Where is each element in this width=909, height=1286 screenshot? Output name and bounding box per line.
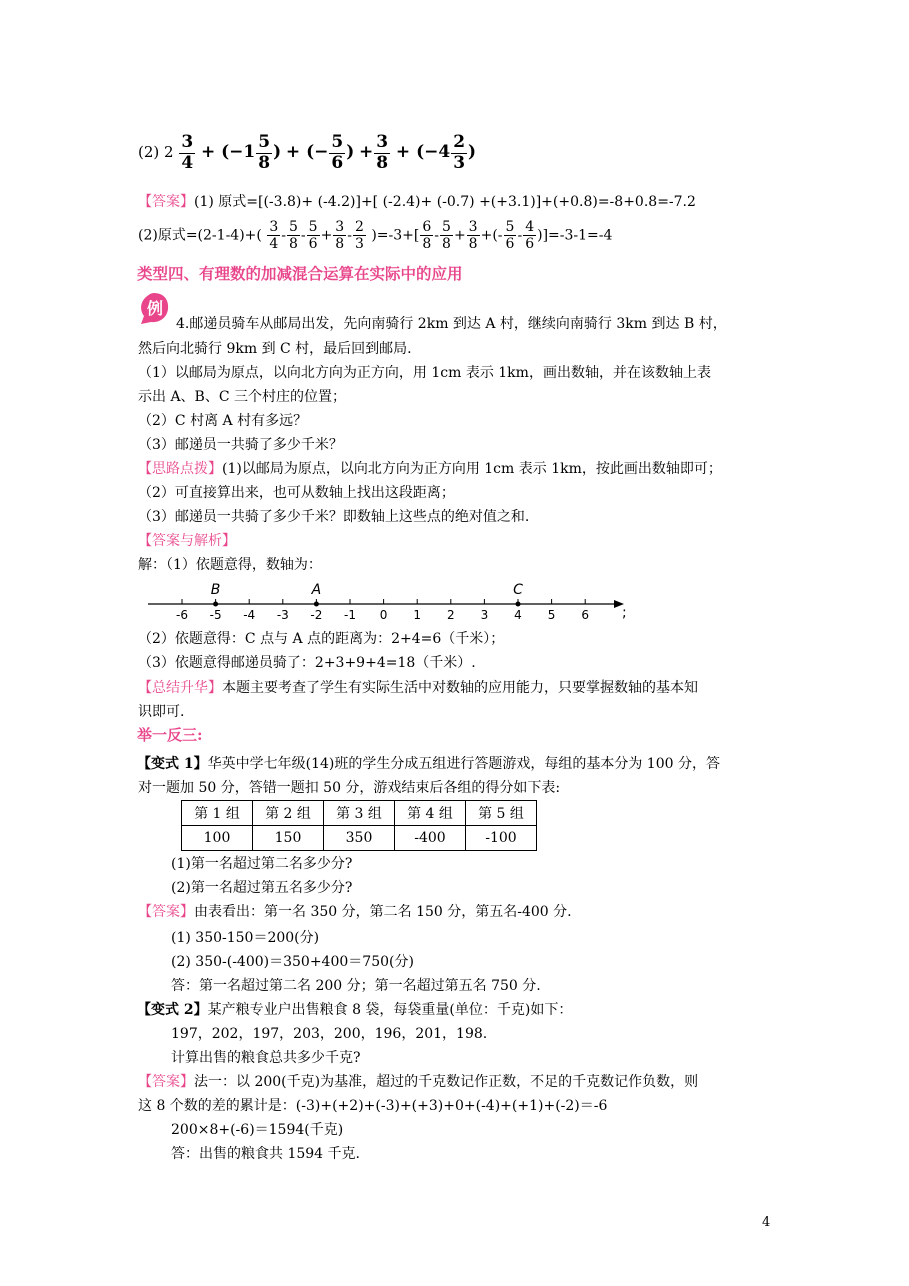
tick-label: 1 <box>413 608 422 622</box>
summary-line-1 <box>138 681 698 695</box>
operator: - <box>300 227 306 244</box>
problem-line-2: 然后向北骑行 9km 到 C 村，最后回到邮局. <box>138 341 412 357</box>
page-number: 4 <box>762 1215 771 1230</box>
operator: + (− <box>285 142 329 163</box>
answer-2-line: (2)原式=(2-1-4)+( $\frac{3}{4}$ - $\frac{5}{8}$ - $\frac{5}{6}$ + $\frac{3}{8}$ - $\frac{2}{3}$ )=-3+[ $\frac{6}{8}$ - $\frac{5}{8}$ + $\frac{3}{8}$ +(- $\frac{5}{6}$ - $\frac{4}{6}$ )]=-3-1=-4 <box>138 219 613 253</box>
fraction: $\frac{5}{8}$ <box>288 219 298 253</box>
variant-1-line-1 <box>137 757 720 771</box>
variant-1-answer-line-3: (2) 350-(-400)＝350+400＝750(分) <box>171 954 414 970</box>
operator: - <box>434 227 440 244</box>
point-marker <box>516 602 521 607</box>
tick-label: 6 <box>581 608 590 622</box>
variant-2-answer-line-4: 答：出售的粮食共 1594 千克. <box>171 1146 360 1162</box>
fraction: $\frac{3}{4}$ <box>181 132 194 173</box>
variant-2-line-3: 计算出售的粮食总共多少千克? <box>171 1050 361 1066</box>
table-header-cell: 第 3 组 <box>324 801 395 826</box>
table-header-cell: 第 1 组 <box>182 801 253 826</box>
answer-1-text: (1) 原式=[(-3.8)+ (-4.2)]+[ (-2.4)+ (-0.7) +(+3.1)]+(+0.8)=-8+0.8=-7.2 <box>194 194 696 210</box>
summary-tag: 【总结升华】 <box>138 680 222 696</box>
problem-line-1: 4.邮递员骑车从邮局出发，先向南骑行 2km 到达 A 村，继续向南骑行 3km 到达 B 村， <box>176 316 727 332</box>
operator: + <box>453 227 466 244</box>
expression-2 <box>138 133 476 173</box>
variant-2-answer-line-2: 这 8 个数的差的累计是：(-3)+(+2)+(-3)+(+3)+0+(-4)+(+1)+(-2)＝-6 <box>138 1098 608 1114</box>
expr-label: (2) 2 <box>138 143 174 162</box>
operator: ) <box>346 142 355 163</box>
hint-tag: 【思路点拨】 <box>138 461 222 477</box>
example-badge-label: 例 <box>147 299 164 318</box>
point-label: B <box>210 582 221 598</box>
variant-2-line-2: 197，202，197，203，200，196，201，198. <box>171 1026 488 1042</box>
tick-label: 5 <box>547 608 556 622</box>
table-header-cell: 第 4 组 <box>395 801 466 826</box>
answer-2-suffix: )]=-3-1=-4 <box>537 227 613 244</box>
problem-q1b: 示出 A、B、C 三个村庄的位置； <box>138 389 347 405</box>
practice-title: 举一反三: <box>137 726 203 744</box>
score-table <box>181 800 537 851</box>
variant-1-answer-line-4: 答：第一名超过第二名 200 分；第一名超过第五名 750 分. <box>171 978 541 994</box>
operator: + <box>359 142 374 163</box>
fraction: $\frac{5}{6}$ <box>331 132 344 173</box>
answer-2-mid: )=-3+[ <box>371 227 420 244</box>
fraction: $\frac{5}{8}$ <box>258 132 271 173</box>
point-label: A <box>311 582 322 598</box>
variant-1-q2: (2)第一名超过第五名多少分? <box>171 880 353 896</box>
fraction: $\frac{3}{8}$ <box>376 132 389 173</box>
tick-label: -6 <box>176 608 188 622</box>
variant-2-answer-line-3: 200×8+(-6)＝1594(千克) <box>171 1122 344 1138</box>
point-label: C <box>513 582 523 598</box>
operator: ) <box>468 142 477 163</box>
fraction: $\frac{3}{8}$ <box>468 219 478 253</box>
table-cell: -400 <box>395 826 466 851</box>
number-line <box>140 577 640 627</box>
fraction: $\frac{2}{3}$ <box>453 132 466 173</box>
fraction: $\frac{3}{8}$ <box>335 219 345 253</box>
variant-1-answer-line-2: (1) 350-150＝200(分) <box>171 930 320 946</box>
fraction: $\frac{5}{6}$ <box>505 219 515 253</box>
operator: + (−4 <box>395 142 451 163</box>
table-header-cell: 第 5 组 <box>466 801 537 826</box>
point-marker <box>213 602 218 607</box>
tick-label: 2 <box>446 608 455 622</box>
solution-line-3: （3）依题意得邮递员骑了：2+3+9+4=18（千米）. <box>138 655 476 671</box>
table-header-cell: 第 2 组 <box>253 801 324 826</box>
table-cell: 150 <box>253 826 324 851</box>
variant-2-answer-text: 法一：以 200(千克)为基准，超过的千克数记作正数，不足的千克数记作负数，则 <box>194 1074 699 1090</box>
answer-1-line <box>138 195 696 209</box>
operator: - <box>347 227 352 244</box>
table-row <box>182 826 537 851</box>
answer-2-mid2: +(- <box>480 227 503 244</box>
tick-label: 0 <box>379 608 388 622</box>
solution-line-2: （2）依题意得：C 点与 A 点的距离为：2+4=6（千米）； <box>138 631 505 647</box>
variant-1-answer-text: 由表看出：第一名 350 分，第二名 150 分，第五名-400 分. <box>194 904 572 920</box>
problem-q3: （3）邮递员一共骑了多少千米？ <box>138 437 343 453</box>
tick-label: -4 <box>243 608 256 622</box>
solution-line-1: 解：（1）依题意得，数轴为： <box>138 557 322 573</box>
variant-2-line-1 <box>137 1003 572 1017</box>
answer-tag: 【答案】 <box>138 194 194 210</box>
fraction: $\frac{5}{6}$ <box>308 219 318 253</box>
table-header-row <box>182 801 537 826</box>
variant-2-tag: 【变式 2】 <box>137 1002 208 1018</box>
point-marker <box>314 602 319 607</box>
fraction: $\frac{4}{6}$ <box>525 219 535 253</box>
hint-line-1 <box>138 462 722 476</box>
table-cell: -100 <box>466 826 537 851</box>
variant-1-q1: (1)第一名超过第二名多少分? <box>171 856 353 872</box>
fraction: $\frac{3}{4}$ <box>269 219 279 253</box>
section-title: 类型四、有理数的加减混合运算在实际中的应用 <box>137 264 463 283</box>
problem-q1a: （1）以邮局为原点，以向北方向为正方向，用 1cm 表示 1km，画出数轴，并在该数轴上表 <box>138 365 711 381</box>
summary-line-2: 识即可. <box>138 704 185 720</box>
tick-label: -1 <box>344 608 356 622</box>
variant-1-text-1: 华英中学七年级(14)班的学生分成五组进行答题游戏，每组的基本分为 100 分，答 <box>207 756 720 772</box>
analysis-tag: 【答案与解析】 <box>138 533 236 549</box>
table-cell: 100 <box>182 826 253 851</box>
problem-q2: （2）C 村离 A 村有多远？ <box>138 413 308 429</box>
tick-label: 3 <box>480 608 489 622</box>
example-badge-icon <box>137 291 171 325</box>
operator: - <box>281 227 286 244</box>
variant-1-answer-line-1 <box>138 905 572 919</box>
tick-label: -5 <box>209 608 222 622</box>
tick-label: -2 <box>310 608 323 622</box>
hint-text-1: (1)以邮局为原点，以向北方向为正方向用 1cm 表示 1km，按此画出数轴即可； <box>222 461 722 477</box>
answer-2-prefix: (2)原式=(2-1-4)+( <box>138 227 262 244</box>
variant-2-answer-line-1 <box>138 1075 698 1089</box>
variant-1-tag: 【变式 1】 <box>137 756 208 772</box>
answer-tag: 【答案】 <box>138 904 194 920</box>
tick-label: -3 <box>276 608 289 622</box>
hint-line-3: （3）邮递员一共骑了多少千米？即数轴上这些点的绝对值之和. <box>138 509 530 525</box>
variant-1-line-2: 对一题加 50 分，答错一题扣 50 分，游戏结束后各组的得分如下表: <box>138 780 561 796</box>
variant-2-text-1: 某产粮专业户出售粮食 8 袋，每袋重量(单位：千克)如下： <box>207 1002 573 1018</box>
fraction: $\frac{2}{3}$ <box>354 219 364 253</box>
fraction: $\frac{6}{8}$ <box>422 219 432 253</box>
operator: + <box>320 227 333 244</box>
fraction: $\frac{5}{8}$ <box>442 219 451 253</box>
tick-label: 4 <box>514 608 522 622</box>
hint-line-2: （2）可直接算出来，也可从数轴上找出这段距离； <box>138 485 455 501</box>
number-line-end-mark: ; <box>622 605 627 621</box>
table-cell: 350 <box>324 826 395 851</box>
operator: ) <box>273 142 282 163</box>
summary-text-1: 本题主要考查了学生有实际生活中对数轴的应用能力，只要掌握数轴的基本知 <box>222 680 698 696</box>
operator: + (−1 <box>200 142 256 163</box>
answer-tag: 【答案】 <box>138 1074 194 1090</box>
